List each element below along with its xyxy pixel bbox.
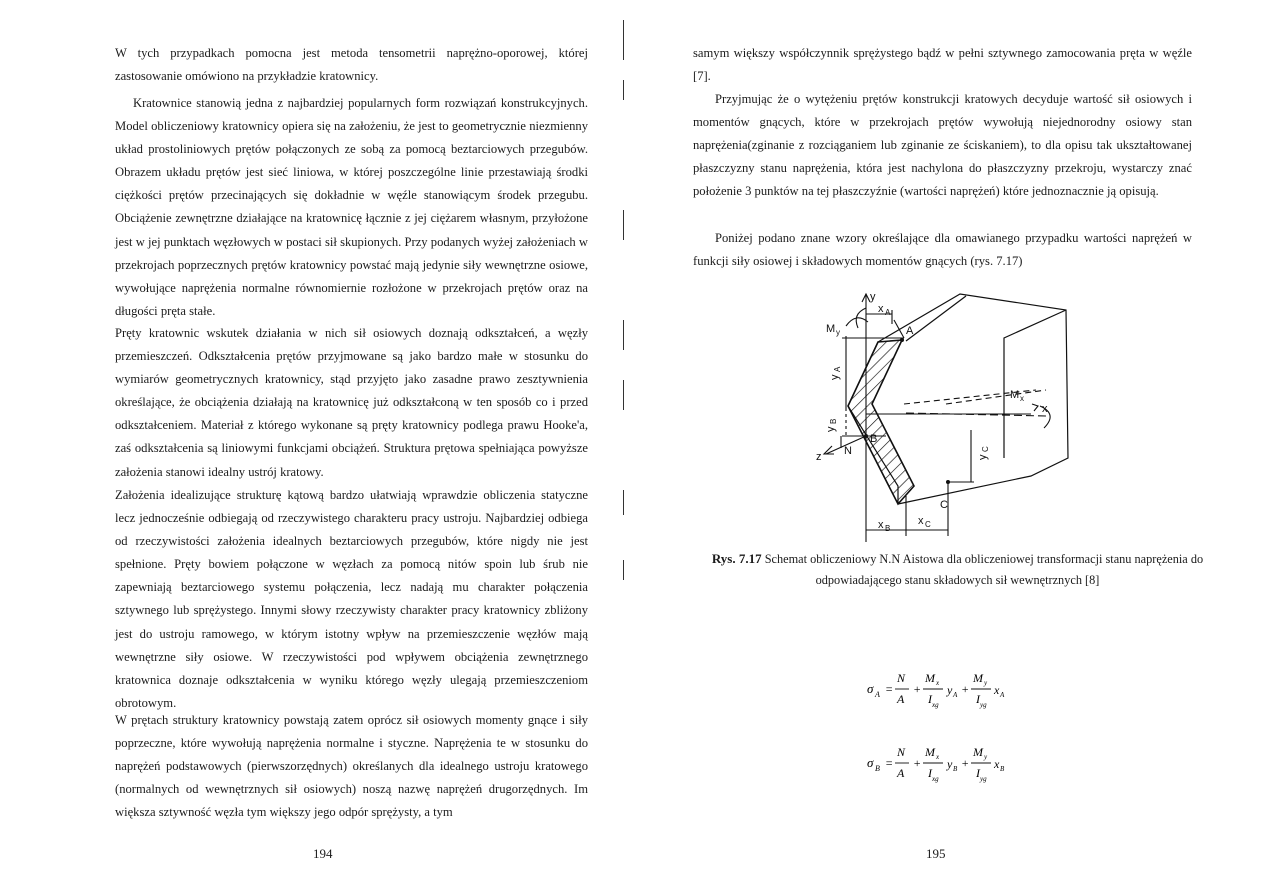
label-yA-sub: A <box>833 366 842 372</box>
svg-text:y: y <box>984 679 988 687</box>
svg-text:I: I <box>976 692 980 706</box>
svg-text:+: + <box>961 756 970 770</box>
figure-caption <box>705 548 1210 591</box>
label-Mx-sub: x <box>1020 394 1024 403</box>
label-My: M <box>826 323 836 335</box>
svg-text:A: A <box>897 766 905 780</box>
svg-text:A: A <box>897 692 905 706</box>
svg-text:N: N <box>897 745 906 759</box>
right-paragraph-3: Poniżej podano znane wzory określające dla omawianego przypadku wartości naprężeń w funkcji siły osiowej i składowych momentów gnących (rys. 7.17) <box>693 231 1192 269</box>
stress-diagram <box>806 286 1086 546</box>
label-yB: y <box>825 426 837 432</box>
label-N: N <box>844 445 852 457</box>
right-page <box>631 0 1263 893</box>
left-paragraph-5: W prętach struktury kratownicy powstają zatem oprócz sił osiowych momenty gnące i siły poprzeczne, które wywołują naprężenia normalne i styczne. Naprężenia te w stosunku do naprężeń podstawowych (pierwszorzędnych) określanych dla idealnego ustroju kratowego (normalnych od wewnętrznych sił osiowych) noszą nazwę naprężeń drugorzędnych. Im większa sztywność węzła tym większy jego odpór sprężysty, a tym <box>115 713 588 820</box>
svg-text:I: I <box>976 766 980 780</box>
left-paragraph-4: Założenia idealizujące strukturę kątową bardzo ułatwiają wprawdzie obliczenia statyczne lecz jednocześnie odbiegają od rzeczywistego charakteru pracy ustroju. Najbardziej odbiega od rzeczywistości założenia idealnych beztarciowych przegubów, które nigdy nie jest spełnione. Pręty bowiem połączone w węzłach za pomocą nitów spoin lub śrub nie zapewniają beztarciowego systemu połączenia, lecz nadają mu charakter połączenia sztywnego lub sprężystego. Innymi słowy rzeczywisty charakter pracy kratownicy zbliżony jest do ustroju ramowego, w którym istotny wpływ na przemieszczenie węzłów mają wewnętrzne siły osiowe. W rzeczywistości pod wpływem obciążenia zewnętrznego kratownica doznaje odkształcenia w wyniku którego węzły ulegają przemieszczeniom obrotowym. <box>115 488 588 710</box>
svg-text:yg: yg <box>980 701 987 709</box>
label-xC-sub: C <box>925 520 931 529</box>
label-xA-sub: A <box>885 308 891 317</box>
formula-sigma-B <box>867 740 1077 790</box>
svg-text:+: + <box>961 682 970 696</box>
right-paragraph-2: Przyjmując że o wytężeniu prętów konstrukcji kratowych decyduje wartość sił osiowych i momentów gnących, które w przekrojach prętów wywołują niejednorodny osiowy stan naprężenia(zginanie z rozciąganiem lub zginanie ze ściskaniem), to dla opisu tak ukształtowanej płaszczyzny stanu naprężenia, która jest nachylona do płaszczyzny przekroju, wystarczy znać położenie 3 punktów na tej płaszczyźnie (wartości naprężeń) które jednoznacznie ją opisują. <box>693 92 1192 199</box>
svg-text:B: B <box>875 764 880 773</box>
svg-text:A: A <box>953 691 958 699</box>
left-page <box>0 0 631 893</box>
svg-text:x: x <box>936 753 940 761</box>
svg-text:σ: σ <box>867 681 874 696</box>
left-paragraph-3: Pręty kratownic wskutek działania w nich sił osiowych doznają odkształceń, a węzły przemieszczeń. Odkształcenia prętów przyjmowane są jako bardzo małe w stosunku do wymiarów geometrycznych kratownicy, stąd przyjęto jako zasadne prawo zesztywnienia określające, że obciążenia działają na kratownicę już odkształconą w ten sposób co i przed odkształceniem. Materiał z którego wykonane są pręty kratownicy podlega prawu Hooke'a, zaś odkształcenia są liniowymi funkcjami obciążeń. Struktura prętowa spełniająca powyższe założenia stanowi idealny ustrój kratowy. <box>115 326 588 479</box>
svg-text:=: = <box>885 682 894 696</box>
label-A: A <box>906 325 914 337</box>
label-xA: x <box>878 303 884 315</box>
label-yC-sub: C <box>981 446 990 452</box>
gutter-mark <box>623 320 624 350</box>
gutter-mark <box>623 560 624 580</box>
svg-text:y: y <box>947 757 953 771</box>
right-paragraph-1: samym większy współczynnik sprężystego bądź w pełni sztywnego zamocowania pręta w węźle [7]. <box>693 46 1192 84</box>
svg-text:y: y <box>947 683 953 697</box>
label-Mx: M <box>1010 389 1020 401</box>
gutter-mark <box>623 490 624 515</box>
label-My-sub: y <box>836 328 840 337</box>
label-yC: y <box>977 454 989 460</box>
svg-text:M: M <box>925 745 935 759</box>
point-A <box>900 338 904 342</box>
gutter-mark <box>623 210 624 240</box>
svg-text:yg: yg <box>980 775 987 783</box>
svg-text:B: B <box>953 765 958 773</box>
svg-text:M: M <box>925 671 935 685</box>
formula-sigma-A <box>867 666 1077 716</box>
svg-text:+: + <box>913 756 922 770</box>
member-body <box>848 294 1068 504</box>
label-y: y <box>870 291 876 303</box>
gutter-mark <box>623 380 624 410</box>
svg-text:A: A <box>1000 691 1005 699</box>
svg-text:B: B <box>1000 765 1005 773</box>
label-yB-sub: B <box>829 418 838 424</box>
svg-text:x: x <box>994 757 1000 771</box>
label-z: z <box>816 451 822 463</box>
svg-text:+: + <box>913 682 922 696</box>
figure-caption-number: Rys. 7.17 <box>711 551 762 566</box>
gutter-mark <box>623 20 624 60</box>
svg-text:M: M <box>973 671 983 685</box>
left-paragraph-1: W tych przypadkach pomocna jest metoda tensometrii naprężno-oporowej, której zastosowanie omówiono na przykładzie kratownicy. <box>115 46 588 84</box>
svg-text:N: N <box>897 671 906 685</box>
svg-text:xg: xg <box>932 775 939 783</box>
figure-caption-text: Schemat obliczeniowy N.N Aistowa dla obliczeniowej transformacji stanu naprężenia do odpowiadającego stanu składowych sił wewnętrznych [8] <box>764 552 1204 587</box>
left-paragraph-2: Kratownice stanowią jedna z najbardziej popularnych form rozwiązań konstrukcyjnych. Model obliczeniowy kratownicy opiera się na założeniu, że jest to geometrycznie niezmienny układ prostoliniowych prętów połączonych ze sobą za pomocą beztarciowych przegubów. Obrazem układu prętów jest sieć liniowa, w której poszczególne linie przestawiają środki ciężkości prętów przecinających się dokładnie w węźle stanowiącym środek przegubu. Obciążenie zewnętrzne działające na kratownicę łącznie z jej ciężarem własnym, przyłożone jest w jej punktach węzłowych w postaci sił skupionych. Przy podanych wyżej założeniach w przekrojach poprzecznych prętów kratownicy powstać mają jedynie siły wewnętrzne osiowe, wywołujące naprężenia normalne równomiernie rozłożone w przekrojach prętów oraz na długości pręta stałe. <box>115 96 588 318</box>
svg-text:xg: xg <box>932 701 939 709</box>
label-x: x <box>1042 403 1048 415</box>
hatched-cross-section <box>848 340 914 504</box>
label-B: B <box>870 433 878 445</box>
page-number-right: 195 <box>926 846 946 861</box>
svg-text:I: I <box>928 766 932 780</box>
page-number-left: 194 <box>313 846 333 861</box>
label-yA: y <box>829 374 841 380</box>
svg-text:x: x <box>936 679 940 687</box>
svg-text:σ: σ <box>867 755 874 770</box>
svg-text:A: A <box>875 690 880 699</box>
point-C <box>946 480 950 484</box>
label-xB: x <box>878 519 884 531</box>
svg-text:y: y <box>984 753 988 761</box>
svg-text:=: = <box>885 756 894 770</box>
label-xC: x <box>918 515 924 527</box>
gutter-mark <box>623 80 624 100</box>
svg-text:I: I <box>928 692 932 706</box>
svg-text:M: M <box>973 745 983 759</box>
label-C: C <box>940 499 948 511</box>
point-B <box>864 434 868 438</box>
svg-text:x: x <box>994 683 1000 697</box>
label-xB-sub: B <box>885 524 891 533</box>
